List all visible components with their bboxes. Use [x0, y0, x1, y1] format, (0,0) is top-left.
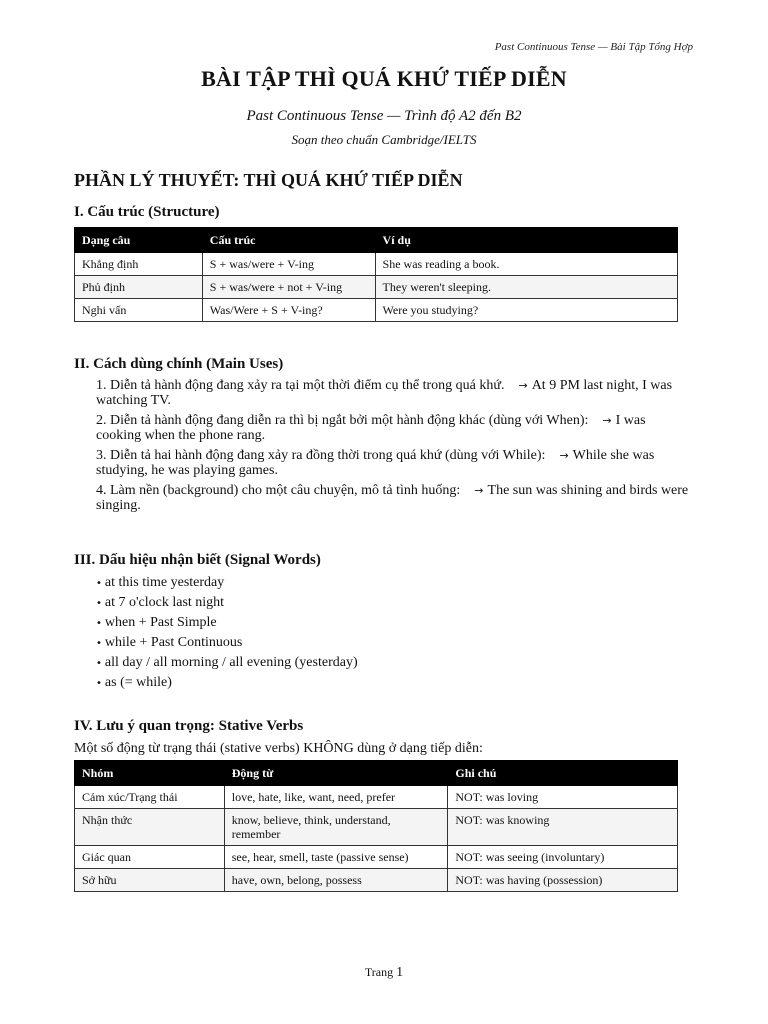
table-cell: NOT: was loving	[448, 786, 678, 809]
signal-word: at this time yesterday	[104, 575, 225, 590]
signal-word: as (= while)	[104, 675, 172, 690]
signal-word: at 7 o'clock last night	[104, 595, 225, 610]
table-row	[75, 846, 678, 869]
list-item	[96, 483, 692, 513]
use-example: At 9 PM last night, I was watching TV.	[96, 378, 673, 408]
table-row	[75, 253, 678, 276]
table-row	[75, 869, 678, 892]
table-row	[75, 786, 678, 809]
use-description: 4. Làm nền (background) cho một câu chuyện, mô tả tình huống:	[96, 483, 461, 498]
list-item	[96, 448, 692, 478]
use-example: I was cooking when the phone rang.	[96, 413, 646, 443]
document-subtitle: Past Continuous Tense — Trình độ A2 đến B2	[246, 108, 522, 124]
list-item	[96, 633, 358, 653]
table-cell: Giác quan	[75, 846, 225, 869]
signal-word: all day / all morning / all evening (yesterday)	[104, 655, 358, 670]
table-cell: NOT: was seeing (involuntary)	[448, 846, 678, 869]
use-description: 3. Diễn tả hai hành động đang xảy ra đồng thời trong quá khứ (dùng với While):	[96, 448, 546, 463]
arrow-right-icon: →	[518, 379, 528, 392]
table-cell: Nhận thức	[75, 809, 225, 846]
use-example: While she was studying, he was playing games.	[96, 448, 655, 478]
column-header: Ví dụ	[375, 228, 677, 253]
column-header: Dạng câu	[75, 228, 203, 253]
arrow-right-icon: →	[474, 484, 484, 497]
list-item	[96, 613, 358, 633]
table-cell: love, hate, like, want, need, prefer	[224, 786, 448, 809]
table-cell: S + was/were + not + V-ing	[202, 276, 375, 299]
section-title: PHẦN LÝ THUYẾT: THÌ QUÁ KHỨ TIẾP DIỄN	[74, 170, 463, 190]
list-item	[96, 378, 692, 408]
list-item	[96, 573, 358, 593]
table-row	[75, 809, 678, 846]
stative-verbs-table	[74, 760, 678, 892]
structure-heading: I. Cấu trúc (Structure)	[74, 204, 220, 220]
use-example: The sun was shining and birds were singing.	[96, 483, 689, 513]
column-header: Nhóm	[75, 761, 225, 786]
bullet-icon: •	[96, 678, 102, 689]
use-description: 1. Diễn tả hành động đang xảy ra tại một thời điểm cụ thể trong quá khứ.	[96, 378, 505, 393]
signals-heading: III. Dấu hiệu nhận biết (Signal Words)	[74, 552, 321, 568]
running-header: Past Continuous Tense — Bài Tập Tổng Hợp	[494, 41, 693, 53]
structure-table	[74, 227, 678, 322]
table-row	[75, 276, 678, 299]
signal-word: when + Past Simple	[104, 615, 217, 630]
signal-words-list	[96, 573, 358, 693]
use-description: 2. Diễn tả hành động đang diễn ra thì bị ngắt bởi một hành động khác (dùng với When):	[96, 413, 589, 428]
uses-heading: II. Cách dùng chính (Main Uses)	[74, 356, 284, 372]
table-row	[75, 299, 678, 322]
document-standard-note: Soạn theo chuẩn Cambridge/IELTS	[291, 132, 477, 147]
bullet-icon: •	[96, 618, 102, 629]
table-cell: Was/Were + S + V-ing?	[202, 299, 375, 322]
table-cell: S + was/were + V-ing	[202, 253, 375, 276]
table-cell: Nghi vấn	[75, 299, 203, 322]
arrow-right-icon: →	[602, 414, 612, 427]
document-title: BÀI TẬP THÌ QUÁ KHỨ TIẾP DIỄN	[201, 66, 567, 91]
table-cell: They weren't sleeping.	[375, 276, 677, 299]
structure-table-header	[75, 228, 678, 253]
bullet-icon: •	[96, 578, 102, 589]
table-cell: have, own, belong, possess	[224, 869, 448, 892]
table-cell: Cảm xúc/Trạng thái	[75, 786, 225, 809]
stative-intro: Một số động từ trạng thái (stative verbs) KHÔNG dùng ở dạng tiếp diễn:	[74, 741, 483, 756]
uses-list	[96, 378, 692, 518]
stative-table-header	[75, 761, 678, 786]
column-header: Cấu trúc	[202, 228, 375, 253]
bullet-icon: •	[96, 598, 102, 609]
table-cell: NOT: was having (possession)	[448, 869, 678, 892]
bullet-icon: •	[96, 638, 102, 649]
table-cell: Were you studying?	[375, 299, 677, 322]
list-item	[96, 673, 358, 693]
page-number: 1	[396, 965, 404, 980]
stative-heading: IV. Lưu ý quan trọng: Stative Verbs	[74, 718, 304, 734]
list-item	[96, 593, 358, 613]
table-cell: see, hear, smell, taste (passive sense)	[224, 846, 448, 869]
table-cell: She was reading a book.	[375, 253, 677, 276]
column-header: Ghi chú	[448, 761, 678, 786]
table-cell: NOT: was knowing	[448, 809, 678, 846]
column-header: Động từ	[224, 761, 448, 786]
list-item	[96, 413, 692, 443]
page-label: Trang	[364, 965, 394, 979]
bullet-icon: •	[96, 658, 102, 669]
page-footer	[0, 965, 768, 981]
signal-word: while + Past Continuous	[104, 635, 243, 650]
table-cell: know, believe, think, understand, remember	[224, 809, 448, 846]
table-cell: Sở hữu	[75, 869, 225, 892]
list-item	[96, 653, 358, 673]
table-cell: Phủ định	[75, 276, 203, 299]
table-cell: Khẳng định	[75, 253, 203, 276]
arrow-right-icon: →	[559, 449, 569, 462]
